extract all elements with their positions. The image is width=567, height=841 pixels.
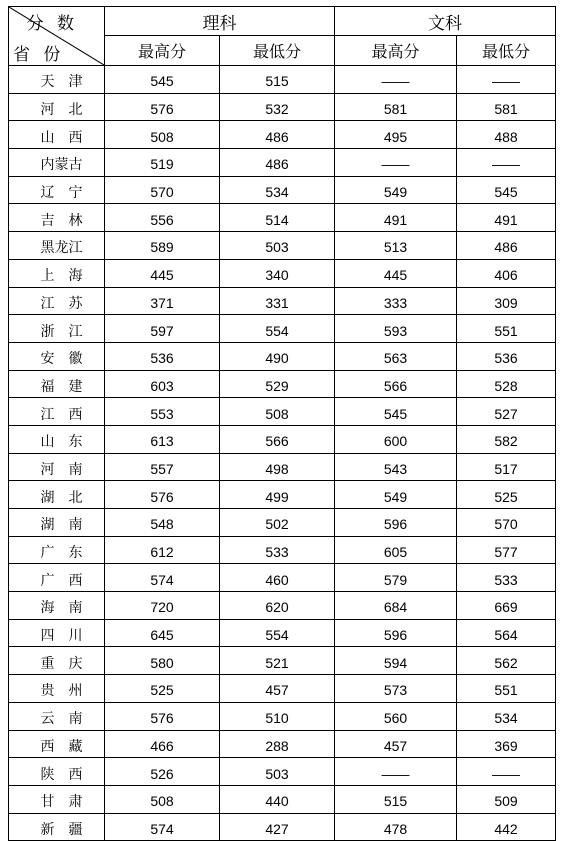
arts-max-cell: 491	[335, 204, 457, 232]
arts-max-cell: 605	[335, 536, 457, 564]
arts-max-cell: ——	[335, 149, 457, 177]
science-min-cell: 514	[220, 204, 335, 232]
province-cell: 海 南	[9, 592, 105, 620]
science-max-cell: 570	[105, 176, 220, 204]
arts-min-cell: 486	[457, 232, 556, 260]
science-max-cell: 508	[105, 785, 220, 813]
corner-header	[9, 7, 105, 66]
table-row	[9, 121, 556, 149]
province-cell: 内蒙古	[9, 149, 105, 177]
arts-min-cell: 442	[457, 813, 556, 841]
arts-max-cell: ——	[335, 66, 457, 94]
science-min-cell: 554	[220, 619, 335, 647]
table-row	[9, 647, 556, 675]
science-max-cell: 548	[105, 509, 220, 537]
arts-max-cell: 566	[335, 370, 457, 398]
science-max-cell: 466	[105, 730, 220, 758]
arts-min-cell: 488	[457, 121, 556, 149]
science-max-cell: 612	[105, 536, 220, 564]
province-cell: 江 西	[9, 398, 105, 426]
arts-min-cell: 369	[457, 730, 556, 758]
science-min-cell: 490	[220, 342, 335, 370]
arts-max-cell: 457	[335, 730, 457, 758]
table-row	[9, 287, 556, 315]
science-max-cell: 536	[105, 342, 220, 370]
science-max-cell: 576	[105, 93, 220, 121]
science-max-cell: 580	[105, 647, 220, 675]
table-row	[9, 398, 556, 426]
science-max-cell: 556	[105, 204, 220, 232]
science-min-cell: 510	[220, 702, 335, 730]
arts-max-cell: 579	[335, 564, 457, 592]
arts-max-cell: 549	[335, 481, 457, 509]
province-cell: 广 东	[9, 536, 105, 564]
arts-max-cell: 543	[335, 453, 457, 481]
science-max-cell: 613	[105, 425, 220, 453]
table-row	[9, 204, 556, 232]
province-cell: 山 东	[9, 425, 105, 453]
arts-max-cell: 560	[335, 702, 457, 730]
arts-header: 文科	[335, 7, 556, 36]
science-min-cell: 533	[220, 536, 335, 564]
science-max-cell: 371	[105, 287, 220, 315]
table-row	[9, 370, 556, 398]
arts-min-cell: 309	[457, 287, 556, 315]
table-row	[9, 730, 556, 758]
province-cell: 云 南	[9, 702, 105, 730]
arts-max-cell: ——	[335, 758, 457, 786]
arts-min-cell: 536	[457, 342, 556, 370]
arts-min-cell: ——	[457, 66, 556, 94]
science-min-cell: 532	[220, 93, 335, 121]
science-max-cell: 576	[105, 702, 220, 730]
science-max-cell: 574	[105, 813, 220, 841]
province-cell: 甘 肃	[9, 785, 105, 813]
table-row	[9, 425, 556, 453]
science-min-header: 最低分	[220, 36, 335, 66]
province-cell: 陕 西	[9, 758, 105, 786]
province-cell: 新 疆	[9, 813, 105, 841]
province-cell: 广 西	[9, 564, 105, 592]
score-table-body	[9, 66, 556, 841]
science-min-cell: 503	[220, 232, 335, 260]
table-row	[9, 536, 556, 564]
science-min-cell: 457	[220, 675, 335, 703]
table-row	[9, 813, 556, 841]
arts-min-cell: 525	[457, 481, 556, 509]
arts-min-cell: 570	[457, 509, 556, 537]
science-max-cell: 508	[105, 121, 220, 149]
science-max-cell: 603	[105, 370, 220, 398]
science-min-cell: 460	[220, 564, 335, 592]
science-min-cell: 521	[220, 647, 335, 675]
science-min-cell: 486	[220, 149, 335, 177]
arts-max-cell: 596	[335, 509, 457, 537]
science-min-cell: 440	[220, 785, 335, 813]
arts-max-cell: 596	[335, 619, 457, 647]
science-max-cell: 720	[105, 592, 220, 620]
table-row	[9, 232, 556, 260]
science-min-cell: 486	[220, 121, 335, 149]
table-row	[9, 481, 556, 509]
arts-min-cell: 527	[457, 398, 556, 426]
arts-min-cell: 577	[457, 536, 556, 564]
province-cell: 山 西	[9, 121, 105, 149]
arts-min-cell: 562	[457, 647, 556, 675]
table-row	[9, 509, 556, 537]
table-row	[9, 592, 556, 620]
science-min-cell: 499	[220, 481, 335, 509]
arts-max-cell: 445	[335, 259, 457, 287]
province-cell: 江 苏	[9, 287, 105, 315]
science-min-cell: 566	[220, 425, 335, 453]
science-max-cell: 519	[105, 149, 220, 177]
province-cell: 上 海	[9, 259, 105, 287]
province-cell: 黑龙江	[9, 232, 105, 260]
arts-min-cell: 564	[457, 619, 556, 647]
science-min-cell: 554	[220, 315, 335, 343]
table-row	[9, 564, 556, 592]
province-cell: 辽 宁	[9, 176, 105, 204]
science-max-cell: 525	[105, 675, 220, 703]
science-min-cell: 340	[220, 259, 335, 287]
science-max-cell: 545	[105, 66, 220, 94]
score-table	[8, 6, 556, 841]
province-cell: 安 徽	[9, 342, 105, 370]
science-max-cell: 574	[105, 564, 220, 592]
arts-max-cell: 545	[335, 398, 457, 426]
province-cell: 河 南	[9, 453, 105, 481]
table-row	[9, 619, 556, 647]
table-row	[9, 453, 556, 481]
arts-min-cell: 582	[457, 425, 556, 453]
table-row	[9, 785, 556, 813]
science-min-cell: 331	[220, 287, 335, 315]
province-cell: 天 津	[9, 66, 105, 94]
science-min-cell: 534	[220, 176, 335, 204]
arts-max-header: 最高分	[335, 36, 457, 66]
arts-max-cell: 563	[335, 342, 457, 370]
science-max-cell: 645	[105, 619, 220, 647]
science-min-cell: 515	[220, 66, 335, 94]
arts-min-cell: 581	[457, 93, 556, 121]
table-row	[9, 93, 556, 121]
table-row	[9, 675, 556, 703]
science-max-header: 最高分	[105, 36, 220, 66]
arts-max-cell: 593	[335, 315, 457, 343]
arts-min-cell: 545	[457, 176, 556, 204]
corner-province-label: 省 份	[13, 45, 65, 65]
arts-min-cell: 551	[457, 675, 556, 703]
arts-min-cell: 533	[457, 564, 556, 592]
arts-max-cell: 513	[335, 232, 457, 260]
arts-max-cell: 581	[335, 93, 457, 121]
science-min-cell: 508	[220, 398, 335, 426]
arts-min-cell: 528	[457, 370, 556, 398]
science-max-cell: 576	[105, 481, 220, 509]
arts-min-cell: 551	[457, 315, 556, 343]
arts-min-cell: 406	[457, 259, 556, 287]
arts-min-cell: 669	[457, 592, 556, 620]
table-row	[9, 66, 556, 94]
corner-score-label: 分 数	[26, 14, 78, 34]
table-row	[9, 702, 556, 730]
science-max-cell: 589	[105, 232, 220, 260]
province-cell: 福 建	[9, 370, 105, 398]
science-min-cell: 498	[220, 453, 335, 481]
province-cell: 贵 州	[9, 675, 105, 703]
arts-max-cell: 478	[335, 813, 457, 841]
table-row	[9, 342, 556, 370]
science-max-cell: 526	[105, 758, 220, 786]
arts-max-cell: 600	[335, 425, 457, 453]
arts-min-cell: 491	[457, 204, 556, 232]
province-cell: 浙 江	[9, 315, 105, 343]
arts-min-cell: ——	[457, 758, 556, 786]
province-cell: 湖 北	[9, 481, 105, 509]
science-min-cell: 620	[220, 592, 335, 620]
table-row	[9, 259, 556, 287]
table-row	[9, 176, 556, 204]
arts-min-cell: 517	[457, 453, 556, 481]
science-max-cell: 597	[105, 315, 220, 343]
arts-max-cell: 594	[335, 647, 457, 675]
arts-max-cell: 549	[335, 176, 457, 204]
science-min-cell: 288	[220, 730, 335, 758]
table-row	[9, 758, 556, 786]
arts-min-cell: ——	[457, 149, 556, 177]
arts-max-cell: 684	[335, 592, 457, 620]
province-cell: 四 川	[9, 619, 105, 647]
science-max-cell: 553	[105, 398, 220, 426]
arts-min-header: 最低分	[457, 36, 556, 66]
arts-min-cell: 509	[457, 785, 556, 813]
table-row	[9, 149, 556, 177]
province-cell: 河 北	[9, 93, 105, 121]
science-max-cell: 445	[105, 259, 220, 287]
province-cell: 吉 林	[9, 204, 105, 232]
arts-max-cell: 515	[335, 785, 457, 813]
table-row	[9, 315, 556, 343]
science-min-cell: 502	[220, 509, 335, 537]
science-min-cell: 503	[220, 758, 335, 786]
science-min-cell: 427	[220, 813, 335, 841]
science-min-cell: 529	[220, 370, 335, 398]
science-header: 理科	[105, 7, 335, 36]
arts-min-cell: 534	[457, 702, 556, 730]
arts-max-cell: 573	[335, 675, 457, 703]
province-cell: 西 藏	[9, 730, 105, 758]
arts-max-cell: 495	[335, 121, 457, 149]
province-cell: 重 庆	[9, 647, 105, 675]
arts-max-cell: 333	[335, 287, 457, 315]
province-cell: 湖 南	[9, 509, 105, 537]
science-max-cell: 557	[105, 453, 220, 481]
